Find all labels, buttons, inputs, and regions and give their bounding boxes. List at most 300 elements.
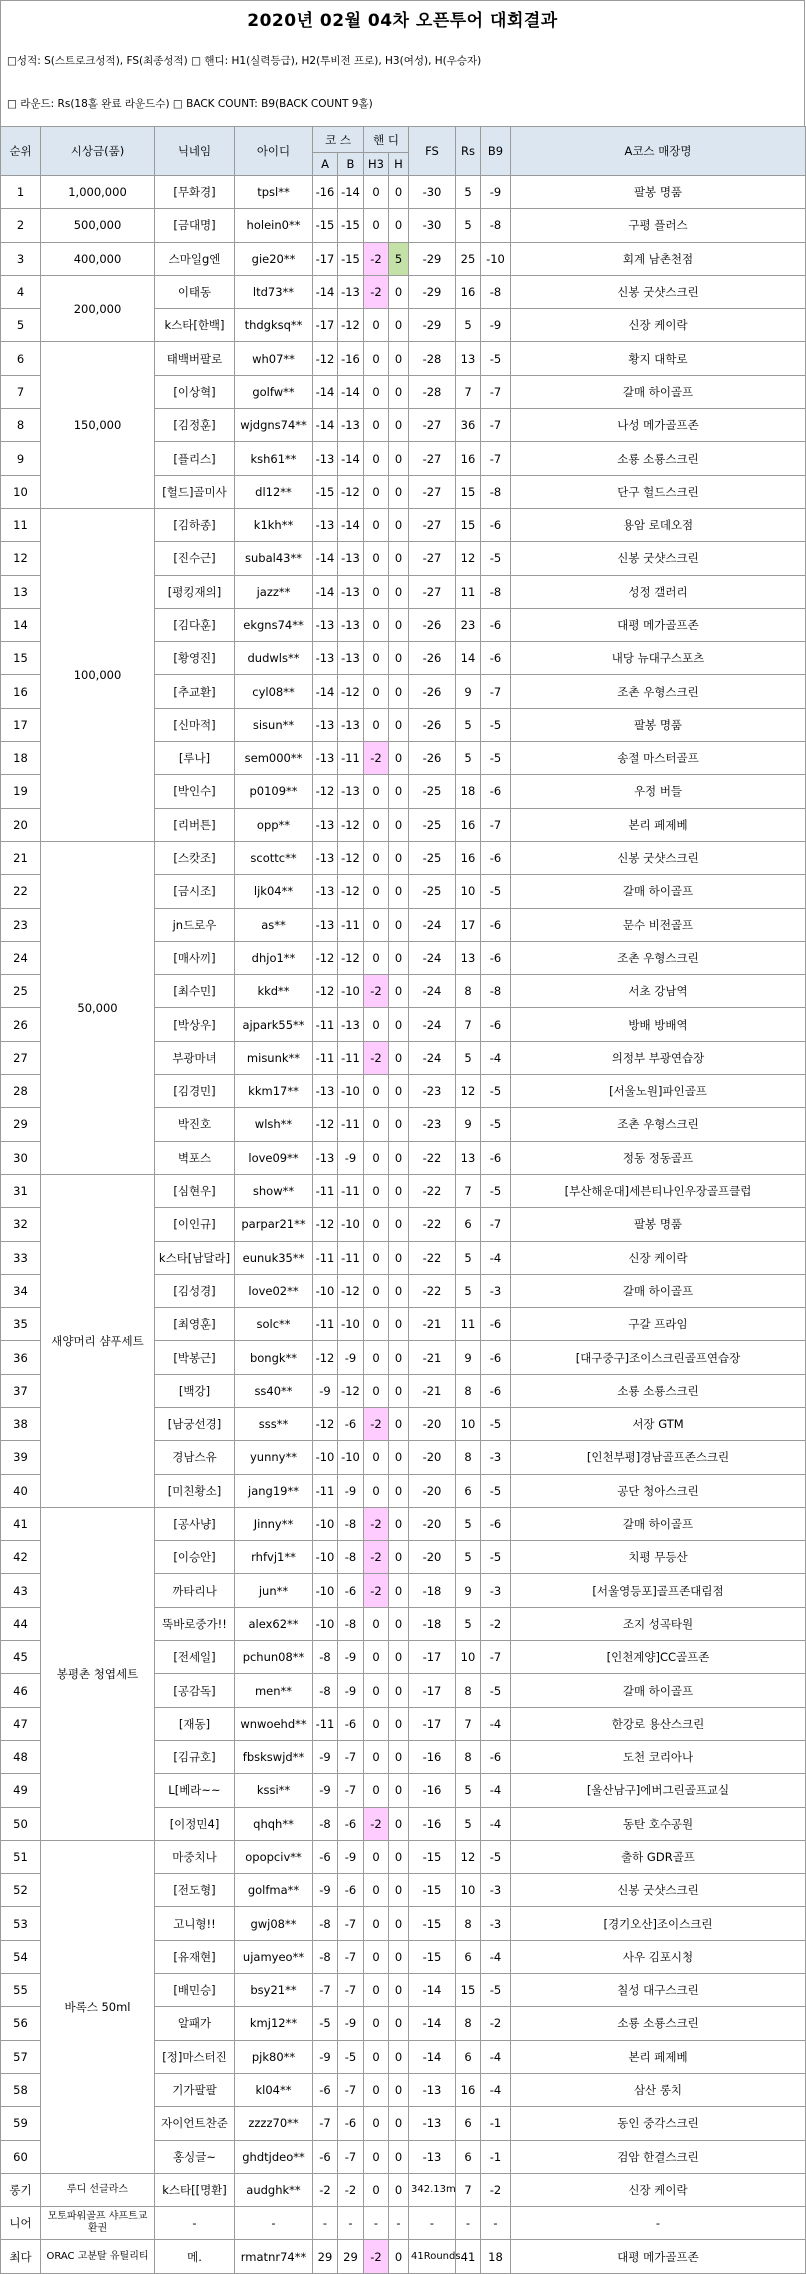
- b9-cell: -9: [481, 309, 511, 342]
- id-cell: golfma**: [235, 1874, 313, 1907]
- course-a-cell: -12: [313, 1108, 338, 1141]
- rank-cell: 48: [1, 1740, 41, 1773]
- shop-cell: -: [511, 2207, 806, 2240]
- prize-cell: 새양머리 샴푸세트: [41, 1174, 155, 1507]
- rank-cell: 35: [1, 1308, 41, 1341]
- id-cell: jun**: [235, 1574, 313, 1607]
- id-cell: pjk80**: [235, 2040, 313, 2073]
- handi-h-cell: 0: [389, 841, 409, 874]
- course-b-cell: -11: [338, 908, 364, 941]
- handi-h3-cell: 0: [364, 2073, 389, 2106]
- handi-h3-cell: 0: [364, 1940, 389, 1973]
- rank-cell: 50: [1, 1807, 41, 1840]
- course-a-cell: -11: [313, 1474, 338, 1507]
- handi-h-cell: 0: [389, 2007, 409, 2040]
- course-b-cell: -6: [338, 1707, 364, 1740]
- course-a-cell: -12: [313, 1341, 338, 1374]
- handi-h3-cell: 0: [364, 775, 389, 808]
- handi-h-cell: 0: [389, 1274, 409, 1307]
- course-a-cell: -6: [313, 1840, 338, 1873]
- rs-cell: 8: [456, 975, 481, 1008]
- course-b-cell: -7: [338, 2073, 364, 2106]
- nickname-cell: [박봉근]: [155, 1341, 235, 1374]
- nickname-cell: [전세일]: [155, 1641, 235, 1674]
- fs-cell: -26: [409, 742, 456, 775]
- handi-h-cell: 0: [389, 742, 409, 775]
- shop-cell: [울산남구]에버그린골프교실: [511, 1774, 806, 1807]
- handi-h3-cell: 0: [364, 375, 389, 408]
- rank-cell: 22: [1, 875, 41, 908]
- b9-cell: -6: [481, 775, 511, 808]
- shop-cell: 팔봉 명품: [511, 176, 806, 209]
- course-b-cell: -9: [338, 1641, 364, 1674]
- nickname-cell: [금대명]: [155, 209, 235, 242]
- rank-cell: 54: [1, 1940, 41, 1973]
- id-cell: ekgns74**: [235, 608, 313, 641]
- handi-h-cell: 0: [389, 2107, 409, 2140]
- table-row: [1, 342, 806, 375]
- course-a-cell: -13: [313, 1141, 338, 1174]
- header-b: B: [338, 153, 364, 176]
- course-a-cell: -14: [313, 542, 338, 575]
- b9-cell: -4: [481, 1241, 511, 1274]
- handi-h-cell: 0: [389, 941, 409, 974]
- course-a-cell: -14: [313, 575, 338, 608]
- handi-h-cell: 0: [389, 1674, 409, 1707]
- b9-cell: -3: [481, 1874, 511, 1907]
- rank-cell: 34: [1, 1274, 41, 1307]
- nickname-cell: [심현우]: [155, 1174, 235, 1207]
- rank-cell: 16: [1, 675, 41, 708]
- header-id: 아이디: [235, 127, 313, 176]
- handi-h-cell: 0: [389, 708, 409, 741]
- rank-cell: 44: [1, 1607, 41, 1640]
- handi-h3-cell: 0: [364, 176, 389, 209]
- rs-cell: 5: [456, 176, 481, 209]
- shop-cell: 도천 코리아나: [511, 1740, 806, 1773]
- shop-cell: 의정부 부광연습장: [511, 1041, 806, 1074]
- fs-cell: -28: [409, 375, 456, 408]
- award-type-cell: 니어: [1, 2207, 41, 2240]
- b9-cell: -8: [481, 475, 511, 508]
- fs-cell: -14: [409, 1974, 456, 2007]
- id-cell: kssi**: [235, 1774, 313, 1807]
- id-cell: -: [235, 2207, 313, 2240]
- course-b-cell: -13: [338, 708, 364, 741]
- rank-cell: 26: [1, 1008, 41, 1041]
- nickname-cell: [추교환]: [155, 675, 235, 708]
- rs-cell: 10: [456, 875, 481, 908]
- id-cell: sem000**: [235, 742, 313, 775]
- nickname-cell: 경남스유: [155, 1441, 235, 1474]
- handi-h3-cell: 0: [364, 1740, 389, 1773]
- course-b-cell: -11: [338, 1108, 364, 1141]
- shop-cell: 동인 중각스크린: [511, 2107, 806, 2140]
- id-cell: ajpark55**: [235, 1008, 313, 1041]
- course-b-cell: -6: [338, 2107, 364, 2140]
- rs-cell: 7: [456, 1707, 481, 1740]
- course-b-cell: -13: [338, 275, 364, 308]
- legend-rounds: □ 라운드: Rs(18홀 완료 라운드수) □ BACK COUNT: B9(BACK COUNT 9홀): [0, 83, 805, 126]
- rs-cell: 5: [456, 1241, 481, 1274]
- nickname-cell: -: [155, 2207, 235, 2240]
- course-b-cell: -13: [338, 775, 364, 808]
- id-cell: dhjo1**: [235, 941, 313, 974]
- b9-cell: -5: [481, 342, 511, 375]
- handi-h-cell: 0: [389, 575, 409, 608]
- handi-h3-cell: 0: [364, 1241, 389, 1274]
- prize-cell: 100,000: [41, 508, 155, 841]
- course-a-cell: -13: [313, 708, 338, 741]
- id-cell: men**: [235, 1674, 313, 1707]
- id-cell: k1kh**: [235, 508, 313, 541]
- fs-cell: -21: [409, 1341, 456, 1374]
- b9-cell: -6: [481, 1141, 511, 1174]
- course-a-cell: -9: [313, 1740, 338, 1773]
- handi-h-cell: 0: [389, 1108, 409, 1141]
- shop-cell: 팔봉 명품: [511, 1208, 806, 1241]
- rank-cell: 57: [1, 2040, 41, 2073]
- course-b-cell: -6: [338, 1574, 364, 1607]
- shop-cell: 방배 방배역: [511, 1008, 806, 1041]
- fs-cell: -24: [409, 908, 456, 941]
- handi-h3-cell: 0: [364, 808, 389, 841]
- course-b-cell: -6: [338, 1874, 364, 1907]
- rs-cell: 41: [456, 2240, 481, 2273]
- id-cell: solc**: [235, 1308, 313, 1341]
- fs-cell: -24: [409, 941, 456, 974]
- handi-h-cell: 0: [389, 1607, 409, 1640]
- id-cell: gwj08**: [235, 1907, 313, 1940]
- rs-cell: 5: [456, 1807, 481, 1840]
- course-a-cell: -8: [313, 1940, 338, 1973]
- id-cell: ksh61**: [235, 442, 313, 475]
- id-cell: bsy21**: [235, 1974, 313, 2007]
- course-b-cell: -13: [338, 542, 364, 575]
- handi-h-cell: 0: [389, 1208, 409, 1241]
- fs-cell: -23: [409, 1108, 456, 1141]
- handi-h-cell: 0: [389, 1308, 409, 1341]
- b9-cell: -5: [481, 1174, 511, 1207]
- b9-cell: -5: [481, 1108, 511, 1141]
- shop-cell: 갈매 하이골프: [511, 1507, 806, 1540]
- handi-h3-cell: 0: [364, 841, 389, 874]
- handi-h3-cell: 0: [364, 409, 389, 442]
- id-cell: wjdgns74**: [235, 409, 313, 442]
- rank-cell: 40: [1, 1474, 41, 1507]
- rs-cell: 5: [456, 209, 481, 242]
- handi-h-cell: 0: [389, 1174, 409, 1207]
- shop-cell: 칠성 대구스크린: [511, 1974, 806, 2007]
- id-cell: zzzz70**: [235, 2107, 313, 2140]
- course-b-cell: -13: [338, 642, 364, 675]
- table-row: [1, 242, 806, 275]
- id-cell: opopciv**: [235, 1840, 313, 1873]
- legend-scoring: □성적: S(스트로크성적), FS(최종성적) □ 핸디: H1(실력등급), H2(투비전 프로), H3(여성), H(우승자): [0, 40, 805, 83]
- course-a-cell: -10: [313, 1441, 338, 1474]
- b9-cell: -6: [481, 908, 511, 941]
- header-b9: B9: [481, 127, 511, 176]
- nickname-cell: [남궁선경]: [155, 1407, 235, 1440]
- handi-h3-cell: 0: [364, 2173, 389, 2206]
- course-b-cell: -7: [338, 1974, 364, 2007]
- rs-cell: 6: [456, 2140, 481, 2173]
- nickname-cell: [무화경]: [155, 176, 235, 209]
- handi-h-cell: 0: [389, 808, 409, 841]
- rank-cell: 32: [1, 1208, 41, 1241]
- nickname-cell: [백강]: [155, 1374, 235, 1407]
- fs-cell: -18: [409, 1574, 456, 1607]
- course-a-cell: -13: [313, 841, 338, 874]
- header-course: 코 스: [313, 127, 364, 153]
- course-a-cell: -14: [313, 675, 338, 708]
- rank-cell: 12: [1, 542, 41, 575]
- rs-cell: 10: [456, 1407, 481, 1440]
- handi-h-cell: 0: [389, 342, 409, 375]
- shop-cell: 신장 케이락: [511, 1241, 806, 1274]
- course-a-cell: -15: [313, 209, 338, 242]
- fs-cell: -26: [409, 708, 456, 741]
- handi-h-cell: 0: [389, 1541, 409, 1574]
- rank-cell: 55: [1, 1974, 41, 2007]
- id-cell: parpar21**: [235, 1208, 313, 1241]
- fs-cell: -14: [409, 2007, 456, 2040]
- course-a-cell: -7: [313, 2107, 338, 2140]
- course-b-cell: -12: [338, 808, 364, 841]
- fs-cell: -15: [409, 1840, 456, 1873]
- nickname-cell: 벽포스: [155, 1141, 235, 1174]
- rank-cell: 24: [1, 941, 41, 974]
- table-row: [1, 508, 806, 541]
- id-cell: fbskswjd**: [235, 1740, 313, 1773]
- handi-h-cell: 0: [389, 309, 409, 342]
- id-cell: as**: [235, 908, 313, 941]
- rs-cell: 23: [456, 608, 481, 641]
- shop-cell: 갈매 하이골프: [511, 875, 806, 908]
- rank-cell: 14: [1, 608, 41, 641]
- b9-cell: -1: [481, 2140, 511, 2173]
- fs-cell: -15: [409, 1907, 456, 1940]
- nickname-cell: [공감독]: [155, 1674, 235, 1707]
- course-b-cell: -9: [338, 1141, 364, 1174]
- course-b-cell: -12: [338, 941, 364, 974]
- course-b-cell: -15: [338, 242, 364, 275]
- rs-cell: 7: [456, 1008, 481, 1041]
- rank-cell: 9: [1, 442, 41, 475]
- handi-h3-cell: 0: [364, 608, 389, 641]
- handi-h-cell: 0: [389, 1874, 409, 1907]
- course-b-cell: -13: [338, 575, 364, 608]
- rank-cell: 49: [1, 1774, 41, 1807]
- fs-cell: -29: [409, 242, 456, 275]
- fs-cell: -13: [409, 2140, 456, 2173]
- rank-cell: 25: [1, 975, 41, 1008]
- prize-cell: 150,000: [41, 342, 155, 508]
- rs-cell: 36: [456, 409, 481, 442]
- rs-cell: 12: [456, 1840, 481, 1873]
- rs-cell: 16: [456, 808, 481, 841]
- handi-h3-cell: 0: [364, 2107, 389, 2140]
- shop-cell: 사우 김포시청: [511, 1940, 806, 1973]
- handi-h3-cell: 0: [364, 508, 389, 541]
- course-b-cell: -9: [338, 1474, 364, 1507]
- rs-cell: 8: [456, 1740, 481, 1773]
- id-cell: misunk**: [235, 1041, 313, 1074]
- rank-cell: 36: [1, 1341, 41, 1374]
- id-cell: rmatnr74**: [235, 2240, 313, 2273]
- handi-h-cell: 0: [389, 375, 409, 408]
- rs-cell: 5: [456, 1274, 481, 1307]
- shop-cell: [인천부평]경남골프존스크린: [511, 1441, 806, 1474]
- nickname-cell: [매사끼]: [155, 941, 235, 974]
- header-handi: 핸 디: [364, 127, 409, 153]
- course-b-cell: -10: [338, 1441, 364, 1474]
- shop-cell: 소룡 소룡스크린: [511, 2007, 806, 2040]
- fs-cell: -24: [409, 975, 456, 1008]
- rank-cell: 59: [1, 2107, 41, 2140]
- rs-cell: 12: [456, 542, 481, 575]
- shop-cell: 대평 메가골프존: [511, 2240, 806, 2273]
- nickname-cell: 기가팔팔: [155, 2073, 235, 2106]
- rs-cell: 5: [456, 1607, 481, 1640]
- fs-cell: -29: [409, 309, 456, 342]
- fs-cell: -26: [409, 608, 456, 641]
- header-h: H: [389, 153, 409, 176]
- handi-h3-cell: 0: [364, 1174, 389, 1207]
- handi-h-cell: 0: [389, 542, 409, 575]
- nickname-cell: 알패가: [155, 2007, 235, 2040]
- course-b-cell: -14: [338, 508, 364, 541]
- course-b-cell: -8: [338, 1507, 364, 1540]
- b9-cell: -2: [481, 2007, 511, 2040]
- table-row: [1, 1840, 806, 1873]
- nickname-cell: [김성경]: [155, 1274, 235, 1307]
- shop-cell: 신장 케이락: [511, 309, 806, 342]
- handi-h3-cell: 0: [364, 1641, 389, 1674]
- table-row: [1, 1174, 806, 1207]
- fs-cell: -15: [409, 1874, 456, 1907]
- course-a-cell: -10: [313, 1507, 338, 1540]
- rs-cell: 15: [456, 475, 481, 508]
- rs-cell: 8: [456, 1374, 481, 1407]
- course-a-cell: -8: [313, 1907, 338, 1940]
- rs-cell: 9: [456, 1574, 481, 1607]
- b9-cell: -1: [481, 2107, 511, 2140]
- rank-cell: 3: [1, 242, 41, 275]
- nickname-cell: [이인규]: [155, 1208, 235, 1241]
- nickname-cell: [미친황소]: [155, 1474, 235, 1507]
- shop-cell: 회계 남촌천점: [511, 242, 806, 275]
- shop-cell: 신봉 굿샷스크린: [511, 275, 806, 308]
- rs-cell: 12: [456, 1075, 481, 1108]
- shop-cell: 신봉 굿샷스크린: [511, 1874, 806, 1907]
- prize-cell: 1,000,000: [41, 176, 155, 209]
- b9-cell: -8: [481, 575, 511, 608]
- handi-h3-cell: 0: [364, 542, 389, 575]
- header-rank: 순위: [1, 127, 41, 176]
- b9-cell: -6: [481, 1740, 511, 1773]
- b9-cell: -: [481, 2207, 511, 2240]
- course-a-cell: -11: [313, 1241, 338, 1274]
- handi-h-cell: 0: [389, 1241, 409, 1274]
- rs-cell: 5: [456, 1774, 481, 1807]
- shop-cell: [대구중구]조이스크린골프연습장: [511, 1341, 806, 1374]
- id-cell: ghdtjdeo**: [235, 2140, 313, 2173]
- course-b-cell: -10: [338, 975, 364, 1008]
- course-a-cell: -11: [313, 1308, 338, 1341]
- rank-cell: 15: [1, 642, 41, 675]
- rs-cell: 7: [456, 1174, 481, 1207]
- id-cell: love02**: [235, 1274, 313, 1307]
- rs-cell: 18: [456, 775, 481, 808]
- rs-cell: 16: [456, 841, 481, 874]
- handi-h-cell: 0: [389, 275, 409, 308]
- nickname-cell: [최수민]: [155, 975, 235, 1008]
- course-a-cell: -12: [313, 775, 338, 808]
- handi-h-cell: 0: [389, 2040, 409, 2073]
- b9-cell: 18: [481, 2240, 511, 2273]
- nickname-cell: 고니형!!: [155, 1907, 235, 1940]
- handi-h3-cell: -2: [364, 1507, 389, 1540]
- nickname-cell: [플리스]: [155, 442, 235, 475]
- id-cell: ujamyeo**: [235, 1940, 313, 1973]
- course-b-cell: -2: [338, 2173, 364, 2206]
- handi-h3-cell: 0: [364, 442, 389, 475]
- course-b-cell: -8: [338, 1607, 364, 1640]
- rank-cell: 51: [1, 1840, 41, 1873]
- shop-cell: 갈매 하이골프: [511, 375, 806, 408]
- course-a-cell: -13: [313, 808, 338, 841]
- handi-h3-cell: -2: [364, 1407, 389, 1440]
- b9-cell: -9: [481, 176, 511, 209]
- handi-h-cell: 0: [389, 1407, 409, 1440]
- prize-cell: 400,000: [41, 242, 155, 275]
- table-row: [1, 1507, 806, 1540]
- course-a-cell: -13: [313, 442, 338, 475]
- rs-cell: 16: [456, 2073, 481, 2106]
- fs-cell: -17: [409, 1707, 456, 1740]
- fs-cell: -20: [409, 1541, 456, 1574]
- fs-cell: -25: [409, 775, 456, 808]
- shop-cell: 조촌 우형스크린: [511, 941, 806, 974]
- id-cell: wh07**: [235, 342, 313, 375]
- rs-cell: 6: [456, 1208, 481, 1241]
- rank-cell: 39: [1, 1441, 41, 1474]
- course-b-cell: -16: [338, 342, 364, 375]
- special-award-row: [1, 2173, 806, 2206]
- b9-cell: -6: [481, 941, 511, 974]
- fs-cell: 41Rounds: [409, 2240, 456, 2273]
- b9-cell: -6: [481, 1507, 511, 1540]
- course-a-cell: -14: [313, 375, 338, 408]
- nickname-cell: [리버튼]: [155, 808, 235, 841]
- fs-cell: -16: [409, 1807, 456, 1840]
- table-row: [1, 275, 806, 308]
- b9-cell: -6: [481, 1308, 511, 1341]
- course-a-cell: 29: [313, 2240, 338, 2273]
- b9-cell: -5: [481, 875, 511, 908]
- rank-cell: 58: [1, 2073, 41, 2106]
- rank-cell: 7: [1, 375, 41, 408]
- handi-h-cell: 0: [389, 1075, 409, 1108]
- fs-cell: -17: [409, 1641, 456, 1674]
- handi-h-cell: 0: [389, 1840, 409, 1873]
- rank-cell: 6: [1, 342, 41, 375]
- handi-h-cell: 0: [389, 1940, 409, 1973]
- b9-cell: -2: [481, 1607, 511, 1640]
- award-prize-cell: 루디 선글라스: [41, 2173, 155, 2206]
- course-a-cell: -11: [313, 1707, 338, 1740]
